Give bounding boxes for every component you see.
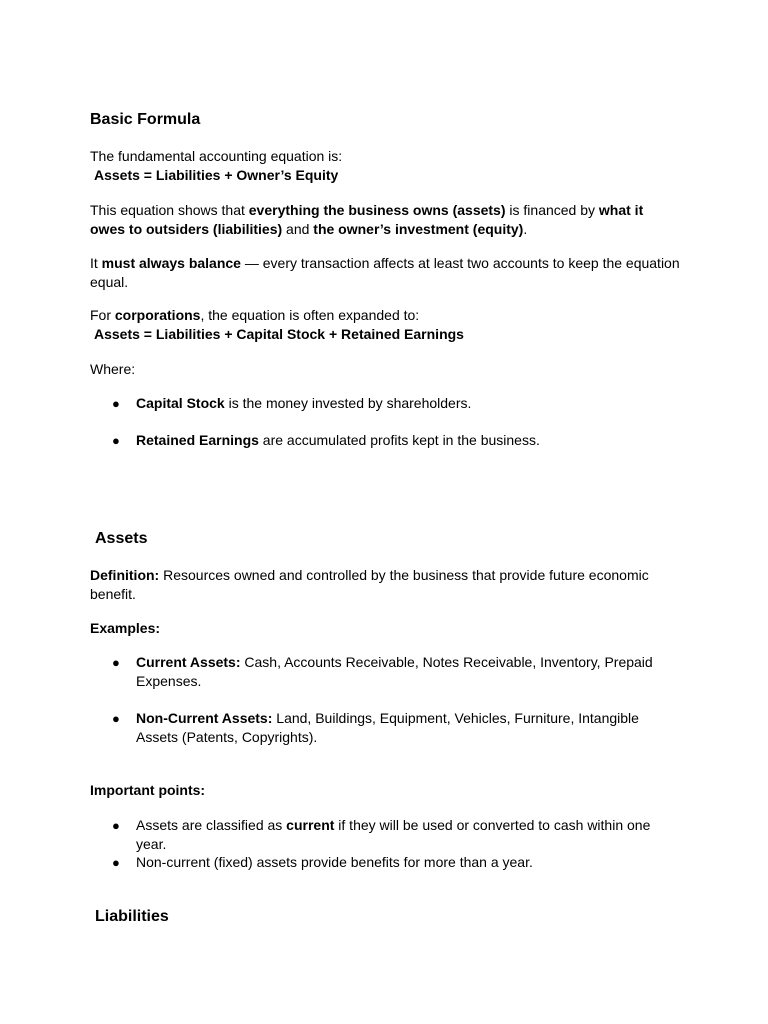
text-span: are accumulated profits kept in the business.: [258, 432, 540, 448]
text-span: Assets are classified as: [136, 817, 287, 833]
bullet-icon: ●: [112, 655, 120, 670]
text-span: if they will be used or converted to cash within one year.: [136, 817, 651, 852]
text-span: Land, Buildings, Equipment, Vehicles, Furniture, Intangible Assets (Patents, Copyrights).: [136, 710, 639, 745]
text-span: Resources owned and controlled by the business that provide future economic benefit.: [90, 567, 649, 602]
where-text: Where:: [90, 361, 136, 377]
intro-paragraph: [90, 147, 682, 185]
bold-span: Capital Stock: [136, 395, 225, 411]
examples-label: Examples:: [90, 620, 161, 636]
bullet-icon: ●: [112, 396, 120, 411]
definition-paragraph: [90, 566, 682, 604]
heading-basic-formula: Basic Formula: [90, 111, 201, 128]
bullet-icon: ●: [112, 433, 120, 448]
text-span: It: [90, 255, 102, 271]
bold-span: current: [286, 817, 335, 833]
bold-span: everything the business owns (assets): [248, 202, 506, 218]
bullet-icon: ●: [112, 711, 120, 726]
explanation-paragraph: [90, 201, 682, 239]
text-span: , the equation is often expanded to:: [200, 307, 420, 323]
text-span: — every transaction affects at least two accounts to keep the equation equal.: [90, 255, 680, 290]
bold-span: must always balance: [101, 255, 241, 271]
text-span: Cash, Accounts Receivable, Notes Receivable, Inventory, Prepaid Expenses.: [136, 654, 653, 689]
bold-span: Current Assets:: [136, 654, 241, 670]
bold-span: corporations: [114, 307, 201, 323]
bold-span: Non-Current Assets:: [136, 710, 273, 726]
equation-text: Assets = Liabilities + Owner’s Equity: [94, 167, 339, 183]
bullet-icon: ●: [112, 818, 120, 833]
intro-text: The fundamental accounting equation is:: [90, 148, 343, 164]
bold-span: the owner’s investment (equity): [313, 221, 524, 237]
bold-span: what it owes to outsiders (liabilities): [90, 202, 644, 237]
bold-span: Definition:: [90, 567, 160, 583]
text-span: This equation shows that: [90, 202, 249, 218]
expanded-equation-text: Assets = Liabilities + Capital Stock + Retained Earnings: [94, 326, 464, 342]
point-text: Non-current (fixed) assets provide benefits for more than a year.: [136, 854, 533, 870]
text-span: is financed by: [505, 202, 599, 218]
bold-span: Retained Earnings: [136, 432, 259, 448]
important-points-label: Important points:: [90, 782, 206, 798]
balance-paragraph: [90, 254, 682, 292]
text-span: .: [523, 221, 528, 237]
corporations-paragraph: [90, 306, 682, 344]
heading-liabilities: Liabilities: [95, 908, 169, 925]
text-span: For: [90, 307, 115, 323]
heading-assets: Assets: [95, 530, 148, 547]
bullet-icon: ●: [112, 855, 120, 870]
text-span: is the money invested by shareholders.: [224, 395, 472, 411]
text-span: and: [282, 221, 314, 237]
